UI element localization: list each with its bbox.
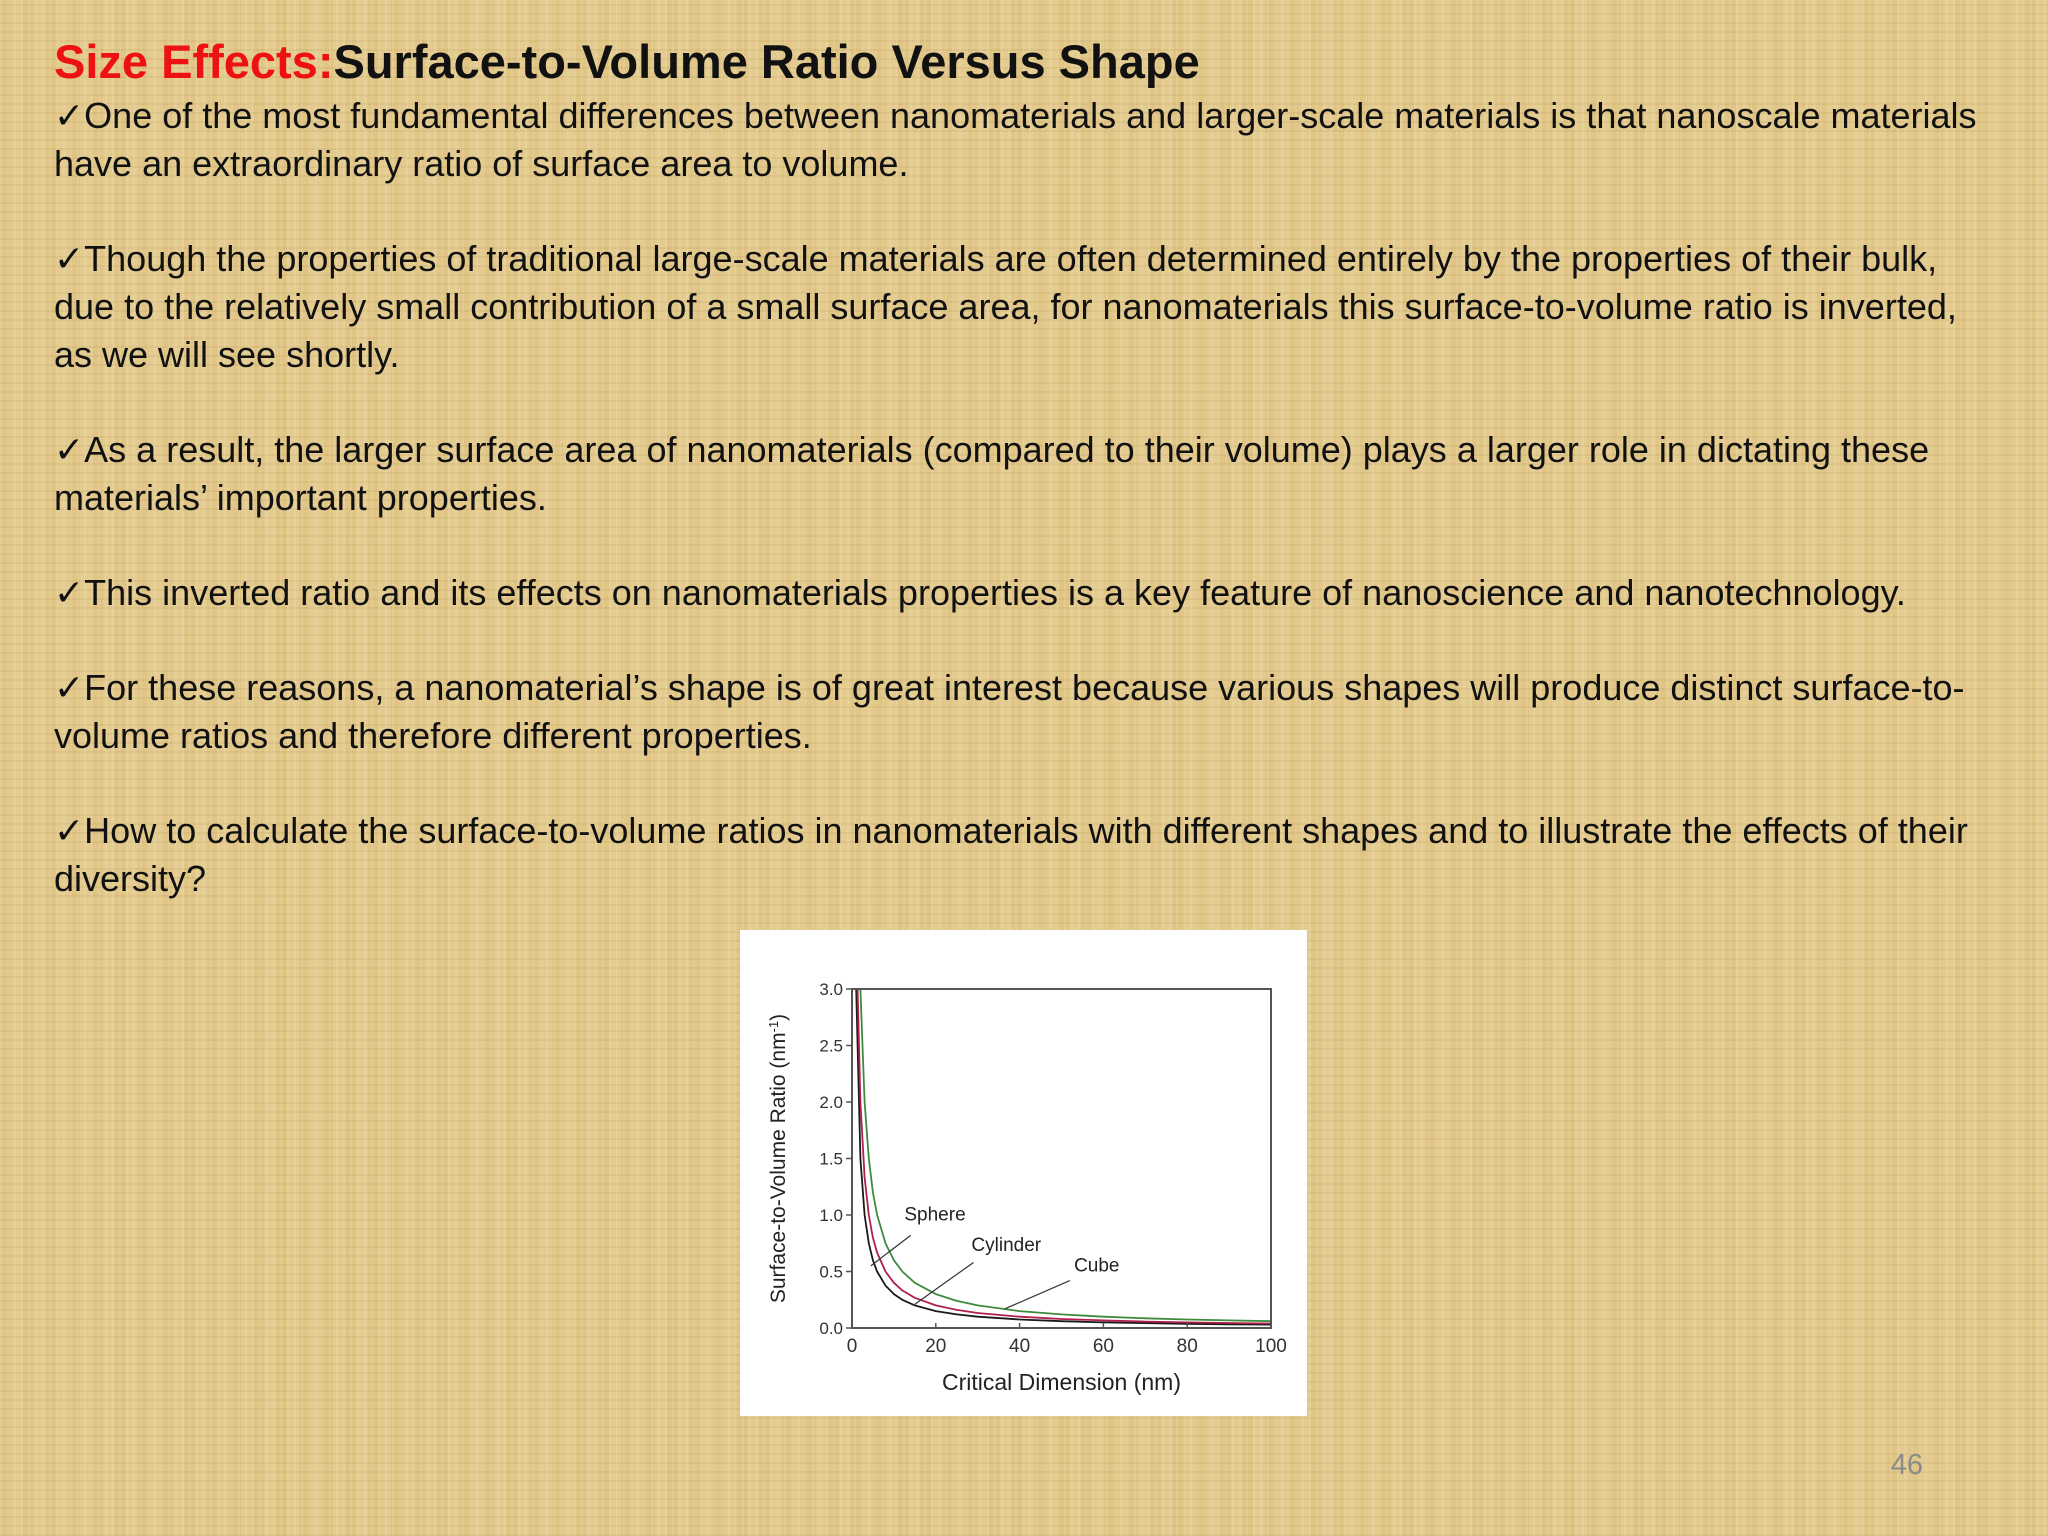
title-main: Surface-to-Volume Ratio Versus Shape [333, 35, 1200, 88]
checkmark-icon: ✓ [54, 572, 85, 613]
y-axis-title [766, 1014, 791, 1303]
y-tick-label: 0.5 [819, 1262, 843, 1282]
series-line-cube [860, 989, 1271, 1321]
slide-title [54, 34, 1200, 90]
annotation-label-cube: Cube [1074, 1255, 1120, 1277]
bullet-text: For these reasons, a nanomaterial’s shape is of great interest because various shapes will produce distinct surface-to-volume ratios and therefore different properties. [54, 667, 1965, 756]
y-tick-label: 1.0 [819, 1206, 843, 1225]
series-line-sphere [856, 989, 1271, 1325]
checkmark-icon: ✓ [54, 429, 85, 470]
x-tick-label: 80 [1176, 1336, 1198, 1357]
x-tick-label: 100 [1255, 1336, 1287, 1357]
checkmark-icon: ✓ [54, 667, 85, 708]
bullet-text: This inverted ratio and its effects on nanomaterials properties is a key feature of nanoscience and nanotechnology. [84, 572, 1906, 613]
x-tick-label: 40 [1009, 1336, 1031, 1357]
y-axis-title-main: Surface-to-Volume Ratio (nm [767, 1032, 790, 1304]
y-tick-label: 3.0 [819, 980, 843, 999]
y-tick-label: 1.5 [819, 1149, 843, 1169]
x-tick-label: 60 [1092, 1336, 1114, 1357]
checkmark-icon: ✓ [54, 810, 85, 851]
y-axis-title-superscript: -1 [765, 1020, 781, 1033]
series-line-cylinder [858, 989, 1271, 1324]
plot-frame [852, 989, 1271, 1328]
annotation-leader-cylinder [915, 1262, 974, 1304]
bullet-text: Though the properties of traditional large-scale materials are often determined entirely by the properties of their bulk, due to the relatively small contribution of a small surface area, for nanomaterials this surface-to-volume ratio is inverted, as we will see shortly. [54, 238, 1957, 375]
bullet-item [54, 235, 2004, 379]
checkmark-icon: ✓ [54, 238, 85, 279]
bullet-item [54, 807, 2004, 903]
y-tick-label: 2.5 [819, 1036, 843, 1056]
surface-to-volume-chart [740, 930, 1307, 1416]
annotation-label-sphere: Sphere [904, 1204, 966, 1226]
y-tick-label: 0.0 [819, 1319, 843, 1338]
title-accent: Size Effects: [54, 35, 334, 88]
x-tick-label: 0 [846, 1336, 858, 1357]
bullet-item [54, 569, 2004, 617]
x-axis-title: Critical Dimension (nm) [942, 1369, 1181, 1395]
chart-figure [740, 930, 1307, 1416]
bullet-text: As a result, the larger surface area of nanomaterials (compared to their volume) plays a larger role in dictating these materials’ important properties. [54, 429, 1930, 518]
page-number: 46 [1890, 1449, 1923, 1481]
y-axis-title-close: ) [767, 1013, 790, 1021]
bullet-text: One of the most fundamental differences between nanomaterials and larger-scale materials is that nanoscale materials have an extraordinary ratio of surface area to volume. [54, 95, 1977, 184]
annotation-label-cylinder: Cylinder [971, 1235, 1042, 1257]
bullet-text: How to calculate the surface-to-volume ratios in nanomaterials with different shapes and to illustrate the effects of their diversity? [54, 810, 1968, 899]
checkmark-icon: ✓ [54, 95, 85, 136]
bullet-item [54, 92, 2004, 188]
x-tick-label: 20 [925, 1336, 947, 1357]
bullet-list [54, 92, 2004, 950]
y-tick-label: 2.0 [819, 1093, 843, 1112]
bullet-item [54, 426, 2004, 522]
bullet-item [54, 664, 2004, 760]
annotation-leader-cube [1005, 1281, 1070, 1309]
